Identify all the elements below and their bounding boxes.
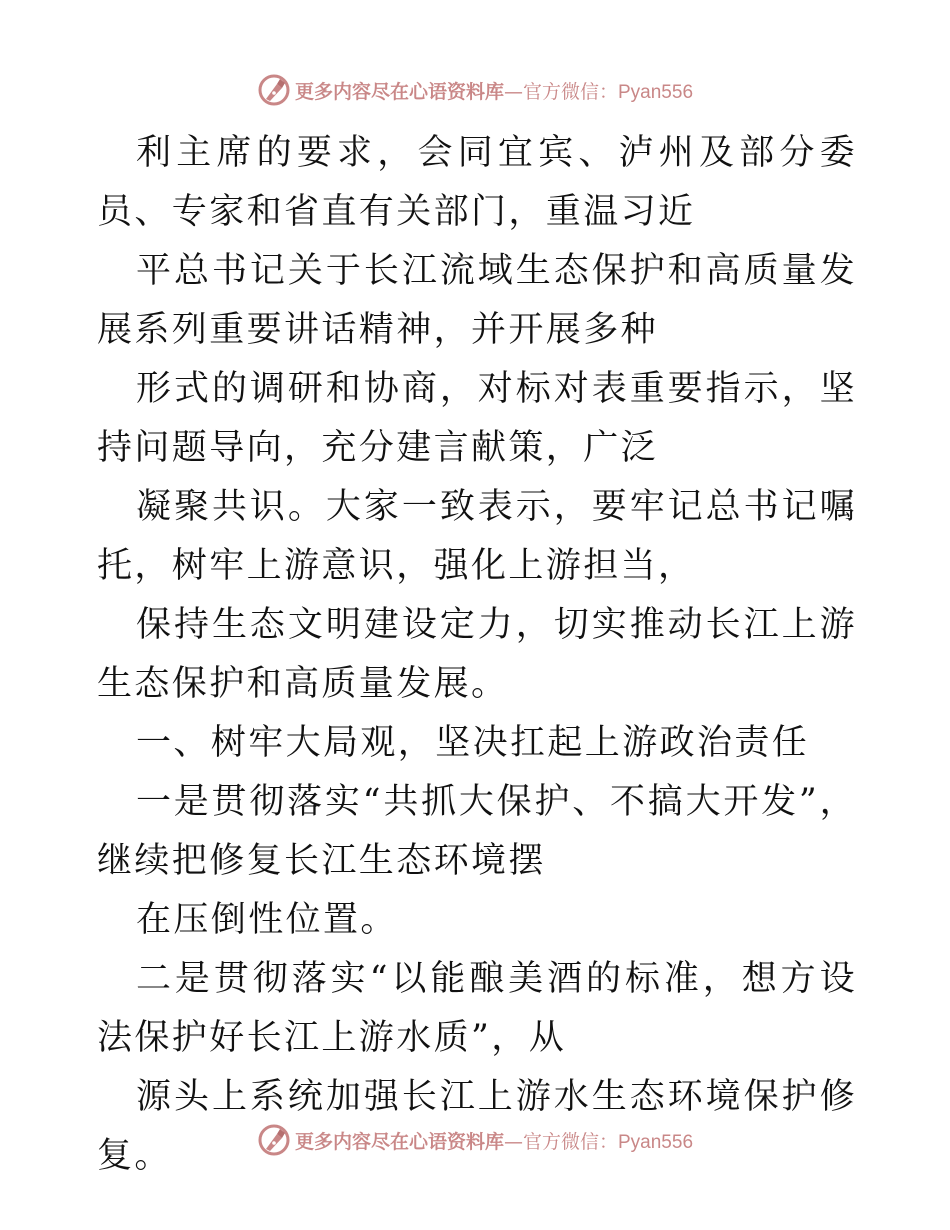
body-paragraph: 源头上系统加强长江上游水生态环境保护修复。 bbox=[97, 1077, 857, 1176]
footer-watermark-account-name: Pyan556 bbox=[618, 1131, 694, 1153]
header-watermark-separator: — bbox=[503, 80, 523, 103]
body-paragraph: 平总书记关于长江流域生态保护和高质量发展系列重要讲话精神，并开展多种 bbox=[97, 251, 857, 350]
header-watermark-main: 更多内容尽在心语资料库 bbox=[294, 80, 504, 103]
footer-watermark-account-label: 官方微信： bbox=[522, 1130, 618, 1153]
header-watermark-account-label: 官方微信： bbox=[522, 80, 618, 103]
body-paragraph: 保持生态文明建设定力，切实推动长江上游生态保护和高质量发展。 bbox=[97, 605, 857, 704]
header-watermark-account-name: Pyan556 bbox=[618, 81, 694, 103]
body-paragraph: 形式的调研和协商，对标对表重要指示，坚持问题导向，充分建言献策，广泛 bbox=[97, 369, 857, 468]
footer-watermark-separator: — bbox=[503, 1130, 523, 1153]
body-paragraph: 二是贯彻落实“以能酿美酒的标准，想方设法保护好长江上游水质”，从 bbox=[97, 959, 857, 1058]
footer-watermark-main: 更多内容尽在心语资料库 bbox=[294, 1130, 504, 1153]
body-paragraph: 在压倒性位置。 bbox=[136, 900, 398, 940]
pen-nib-logo-icon bbox=[257, 73, 291, 107]
body-paragraph: 利主席的要求，会同宜宾、泸州及部分委员、专家和省直有关部门，重温习近 bbox=[97, 133, 857, 232]
header-watermark-text bbox=[295, 77, 693, 104]
pen-nib-logo-icon bbox=[257, 1123, 291, 1157]
header-watermark bbox=[0, 70, 950, 110]
body-paragraph: 凝聚共识。大家一致表示，要牢记总书记嘱托，树牢上游意识，强化上游担当， bbox=[97, 487, 857, 586]
footer-watermark bbox=[0, 1120, 950, 1160]
section-heading: 一、树牢大局观，坚决扛起上游政治责任 bbox=[136, 723, 810, 763]
body-paragraph: 一是贯彻落实“共抓大保护、不搞大开发”，继续把修复长江生态环境摆 bbox=[97, 782, 857, 881]
document-body bbox=[97, 124, 857, 1186]
footer-watermark-text bbox=[295, 1127, 693, 1154]
